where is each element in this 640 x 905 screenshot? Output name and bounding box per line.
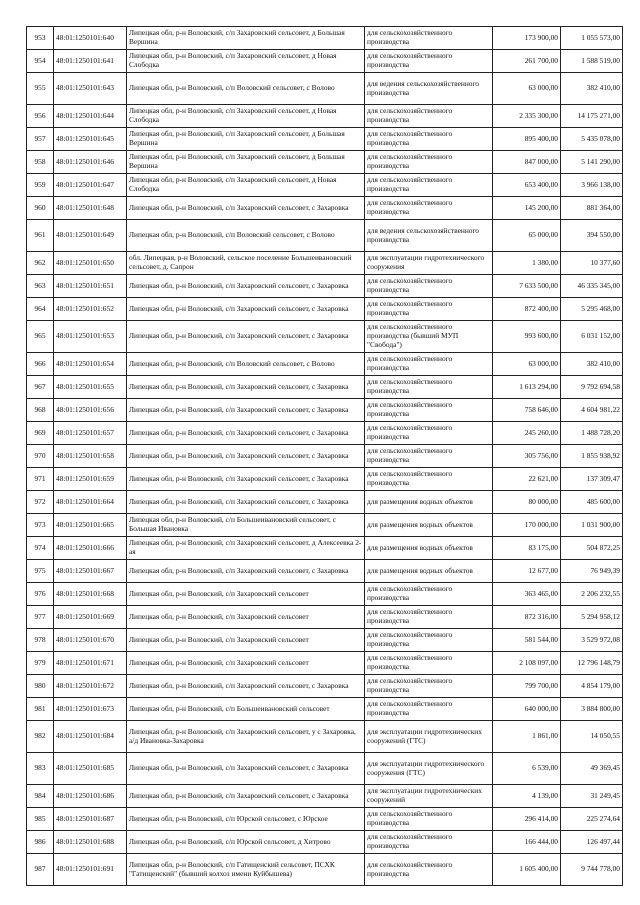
area-cell: 145 200,00 xyxy=(493,197,561,220)
permitted-use-cell: для ведения сельскохозяйственного производства xyxy=(365,73,493,105)
permitted-use-cell: для сельскохозяйственного производства xyxy=(365,298,493,321)
permitted-use-cell: для сельскохозяйственного производства xyxy=(365,652,493,675)
table-row xyxy=(27,514,623,537)
area-cell: 653 400,00 xyxy=(493,174,561,197)
cadastral-value-cell: 2 206 232,55 xyxy=(561,583,623,606)
address-cell: Липецкая обл, р-н Воловский, с/п Захаровский сельсовет, с Захаровка xyxy=(127,468,365,491)
table-row xyxy=(27,174,623,197)
area-cell: 2 335 300,00 xyxy=(493,105,561,128)
cadastral-number-cell: 48:01:1250101:644 xyxy=(54,105,127,128)
row-number-cell: 982 xyxy=(27,721,54,753)
cadastral-value-cell: 12 796 148,79 xyxy=(561,652,623,675)
permitted-use-cell: для сельскохозяйственного производства xyxy=(365,675,493,698)
area-cell: 872 400,00 xyxy=(493,298,561,321)
row-number-cell: 977 xyxy=(27,606,54,629)
address-cell: Липецкая обл, р-н Воловский, с/п Большеивановский сельсовет, с Большая Ивановка xyxy=(127,514,365,537)
area-cell: 83 175,00 xyxy=(493,537,561,560)
cadastral-number-cell: 48:01:1250101:691 xyxy=(54,854,127,886)
row-number-cell: 969 xyxy=(27,422,54,445)
document-page xyxy=(26,26,622,886)
cadastral-number-cell: 48:01:1250101:652 xyxy=(54,298,127,321)
address-cell: Липецкая обл, р-н Воловский, с/п Юрской сельсовет, д Хитрово xyxy=(127,831,365,854)
row-number-cell: 973 xyxy=(27,514,54,537)
cadastral-value-cell: 14 175 271,00 xyxy=(561,105,623,128)
cadastral-value-cell: 1 588 519,00 xyxy=(561,50,623,73)
cadastral-number-cell: 48:01:1250101:646 xyxy=(54,151,127,174)
address-cell: Липецкая обл, р-н Воловский, с/п Захаровский сельсовет, д Новая Слободка xyxy=(127,174,365,197)
address-cell: Липецкая обл, р-н Воловский, с/п Захаровский сельсовет, с Захаровка xyxy=(127,376,365,399)
cadastral-number-cell: 48:01:1250101:648 xyxy=(54,197,127,220)
row-number-cell: 979 xyxy=(27,652,54,675)
permitted-use-cell: для эксплуатации гидротехнических сооружений xyxy=(365,785,493,808)
area-cell: 173 900,00 xyxy=(493,27,561,50)
land-plots-table xyxy=(26,26,623,886)
cadastral-value-cell: 137 309,47 xyxy=(561,468,623,491)
row-number-cell: 980 xyxy=(27,675,54,698)
area-cell: 6 539,00 xyxy=(493,753,561,785)
permitted-use-cell: для сельскохозяйственного производства xyxy=(365,128,493,151)
cadastral-value-cell: 5 141 290,00 xyxy=(561,151,623,174)
cadastral-value-cell: 3 966 138,00 xyxy=(561,174,623,197)
cadastral-number-cell: 48:01:1250101:668 xyxy=(54,583,127,606)
table-row xyxy=(27,220,623,252)
cadastral-number-cell: 48:01:1250101:667 xyxy=(54,560,127,583)
area-cell: 80 000,00 xyxy=(493,491,561,514)
address-cell: Липецкая обл, р-н Воловский, с/п Захаровский сельсовет, с Захаровка xyxy=(127,560,365,583)
address-cell: Липецкая обл, р-н Воловский, с/п Захаровский сельсовет xyxy=(127,629,365,652)
row-number-cell: 971 xyxy=(27,468,54,491)
cadastral-number-cell: 48:01:1250101:659 xyxy=(54,468,127,491)
cadastral-number-cell: 48:01:1250101:643 xyxy=(54,73,127,105)
table-row xyxy=(27,629,623,652)
permitted-use-cell: для сельскохозяйственного производства xyxy=(365,151,493,174)
cadastral-value-cell: 5 294 958,12 xyxy=(561,606,623,629)
permitted-use-cell: для сельскохозяйственного производства xyxy=(365,197,493,220)
cadastral-value-cell: 1 855 938,92 xyxy=(561,445,623,468)
row-number-cell: 970 xyxy=(27,445,54,468)
table-row xyxy=(27,50,623,73)
row-number-cell: 983 xyxy=(27,753,54,785)
cadastral-number-cell: 48:01:1250101:654 xyxy=(54,353,127,376)
cadastral-value-cell: 225 274,64 xyxy=(561,808,623,831)
cadastral-number-cell: 48:01:1250101:650 xyxy=(54,252,127,275)
cadastral-value-cell: 382 410,00 xyxy=(561,73,623,105)
table-row xyxy=(27,275,623,298)
row-number-cell: 978 xyxy=(27,629,54,652)
permitted-use-cell: для сельскохозяйственного производства xyxy=(365,105,493,128)
cadastral-value-cell: 4 854 179,00 xyxy=(561,675,623,698)
table-row xyxy=(27,298,623,321)
permitted-use-cell: для ведения сельскохозяйственного производства xyxy=(365,220,493,252)
cadastral-number-cell: 48:01:1250101:657 xyxy=(54,422,127,445)
cadastral-number-cell: 48:01:1250101:656 xyxy=(54,399,127,422)
table-row xyxy=(27,785,623,808)
table-row xyxy=(27,252,623,275)
address-cell: Липецкая обл, р-н Воловский, с/п Гатищенский сельсовет, ПСХК "Гатищенский" (бывший колхоз имени Куйбышева) xyxy=(127,854,365,886)
address-cell: Липецкая обл, р-н Воловский, с/п Захаровский сельсовет, с Захаровка xyxy=(127,422,365,445)
cadastral-number-cell: 48:01:1250101:664 xyxy=(54,491,127,514)
permitted-use-cell: для сельскохозяйственного производства xyxy=(365,698,493,721)
address-cell: Липецкая обл, р-н Воловский, с/п Захаровский сельсовет, д Новая Слободка xyxy=(127,50,365,73)
cadastral-value-cell: 1 055 573,00 xyxy=(561,27,623,50)
permitted-use-cell: для размещения водных объектов xyxy=(365,537,493,560)
address-cell: Липецкая обл, р-н Воловский, с/п Юрской сельсовет, с Юрское xyxy=(127,808,365,831)
row-number-cell: 955 xyxy=(27,73,54,105)
address-cell: Липецкая обл, р-н Воловский, с/п Захаровский сельсовет, д Алексеевка 2-ая xyxy=(127,537,365,560)
table-row xyxy=(27,652,623,675)
address-cell: Липецкая обл, р-н Воловский, с/п Захаровский сельсовет xyxy=(127,606,365,629)
permitted-use-cell: для сельскохозяйственного производства xyxy=(365,353,493,376)
permitted-use-cell: для эксплуатации гидротехнического сооружения xyxy=(365,252,493,275)
area-cell: 1 605 400,00 xyxy=(493,854,561,886)
address-cell: Липецкая обл, р-н Воловский, с/п Захаровский сельсовет, д Большая Вершина xyxy=(127,151,365,174)
area-cell: 847 000,00 xyxy=(493,151,561,174)
row-number-cell: 966 xyxy=(27,353,54,376)
table-row xyxy=(27,128,623,151)
area-cell: 363 465,00 xyxy=(493,583,561,606)
table-row xyxy=(27,698,623,721)
cadastral-value-cell: 1 488 728,20 xyxy=(561,422,623,445)
cadastral-number-cell: 48:01:1250101:645 xyxy=(54,128,127,151)
table-row xyxy=(27,73,623,105)
cadastral-value-cell: 3 529 972,08 xyxy=(561,629,623,652)
cadastral-number-cell: 48:01:1250101:641 xyxy=(54,50,127,73)
cadastral-value-cell: 31 249,45 xyxy=(561,785,623,808)
row-number-cell: 974 xyxy=(27,537,54,560)
cadastral-number-cell: 48:01:1250101:669 xyxy=(54,606,127,629)
row-number-cell: 968 xyxy=(27,399,54,422)
permitted-use-cell: для сельскохозяйственного производства xyxy=(365,50,493,73)
area-cell: 581 544,00 xyxy=(493,629,561,652)
table-row xyxy=(27,197,623,220)
address-cell: Липецкая обл, р-н Воловский, с/п Захаровский сельсовет, с Захаровка xyxy=(127,298,365,321)
cadastral-number-cell: 48:01:1250101:653 xyxy=(54,321,127,353)
area-cell: 170 000,00 xyxy=(493,514,561,537)
area-cell: 63 000,00 xyxy=(493,73,561,105)
row-number-cell: 976 xyxy=(27,583,54,606)
cadastral-number-cell: 48:01:1250101:640 xyxy=(54,27,127,50)
row-number-cell: 987 xyxy=(27,854,54,886)
table-row xyxy=(27,353,623,376)
table-row xyxy=(27,721,623,753)
table-row xyxy=(27,854,623,886)
area-cell: 166 444,00 xyxy=(493,831,561,854)
area-cell: 12 677,00 xyxy=(493,560,561,583)
permitted-use-cell: для сельскохозяйственного производства xyxy=(365,174,493,197)
cadastral-value-cell: 4 604 981,22 xyxy=(561,399,623,422)
permitted-use-cell: для сельскохозяйственного производства xyxy=(365,606,493,629)
address-cell: Липецкая обл, р-н Воловский, с/п Захаровский сельсовет, с Захаровка xyxy=(127,675,365,698)
cadastral-value-cell: 881 364,00 xyxy=(561,197,623,220)
cadastral-value-cell: 76 949,39 xyxy=(561,560,623,583)
permitted-use-cell: для размещения водных объектов xyxy=(365,514,493,537)
cadastral-number-cell: 48:01:1250101:672 xyxy=(54,675,127,698)
permitted-use-cell: для сельскохозяйственного производства xyxy=(365,399,493,422)
cadastral-number-cell: 48:01:1250101:671 xyxy=(54,652,127,675)
row-number-cell: 953 xyxy=(27,27,54,50)
area-cell: 63 000,00 xyxy=(493,353,561,376)
address-cell: Липецкая обл, р-н Воловский, с/п Захаровский сельсовет, с Захаровка xyxy=(127,399,365,422)
permitted-use-cell: для эксплуатации гидротехнических сооружений (ГТС) xyxy=(365,721,493,753)
cadastral-number-cell: 48:01:1250101:655 xyxy=(54,376,127,399)
table-row xyxy=(27,399,623,422)
cadastral-value-cell: 3 884 800,00 xyxy=(561,698,623,721)
cadastral-value-cell: 46 335 345,00 xyxy=(561,275,623,298)
area-cell: 65 000,00 xyxy=(493,220,561,252)
area-cell: 640 000,00 xyxy=(493,698,561,721)
row-number-cell: 985 xyxy=(27,808,54,831)
area-cell: 305 756,00 xyxy=(493,445,561,468)
cadastral-value-cell: 382 410,00 xyxy=(561,353,623,376)
permitted-use-cell: для размещения водных объектов xyxy=(365,491,493,514)
cadastral-value-cell: 485 600,00 xyxy=(561,491,623,514)
cadastral-number-cell: 48:01:1250101:686 xyxy=(54,785,127,808)
table-row xyxy=(27,151,623,174)
row-number-cell: 959 xyxy=(27,174,54,197)
permitted-use-cell: для сельскохозяйственного производства xyxy=(365,27,493,50)
row-number-cell: 967 xyxy=(27,376,54,399)
cadastral-number-cell: 48:01:1250101:685 xyxy=(54,753,127,785)
table-row xyxy=(27,583,623,606)
permitted-use-cell: для сельскохозяйственного производства (бывший МУП "Свобода") xyxy=(365,321,493,353)
row-number-cell: 975 xyxy=(27,560,54,583)
area-cell: 1 380,00 xyxy=(493,252,561,275)
address-cell: обл. Липецкая, р-н Воловский, сельское поселение Большеивановский сельсовет, д. Сапрон xyxy=(127,252,365,275)
permitted-use-cell: для сельскохозяйственного производства xyxy=(365,629,493,652)
row-number-cell: 972 xyxy=(27,491,54,514)
row-number-cell: 954 xyxy=(27,50,54,73)
table-row xyxy=(27,675,623,698)
address-cell: Липецкая обл, р-н Воловский, с/п Захаровский сельсовет, у с Захаровка, а/д Ивановка-Захаровка xyxy=(127,721,365,753)
cadastral-value-cell: 14 050,55 xyxy=(561,721,623,753)
area-cell: 1 861,00 xyxy=(493,721,561,753)
permitted-use-cell: для сельскохозяйственного производства xyxy=(365,583,493,606)
address-cell: Липецкая обл, р-н Воловский, с/п Воловский сельсовет, с Волово xyxy=(127,220,365,252)
area-cell: 2 108 097,00 xyxy=(493,652,561,675)
table-row xyxy=(27,491,623,514)
cadastral-value-cell: 9 792 694,58 xyxy=(561,376,623,399)
cadastral-value-cell: 5 295 468,00 xyxy=(561,298,623,321)
table-row xyxy=(27,321,623,353)
address-cell: Липецкая обл, р-н Воловский, с/п Захаровский сельсовет, с Захаровка xyxy=(127,197,365,220)
table-row xyxy=(27,808,623,831)
cadastral-value-cell: 504 872,25 xyxy=(561,537,623,560)
table-row xyxy=(27,105,623,128)
cadastral-number-cell: 48:01:1250101:688 xyxy=(54,831,127,854)
row-number-cell: 964 xyxy=(27,298,54,321)
table-row xyxy=(27,537,623,560)
cadastral-value-cell: 126 497,44 xyxy=(561,831,623,854)
address-cell: Липецкая обл, р-н Воловский, с/п Большеивановский сельсовет xyxy=(127,698,365,721)
address-cell: Липецкая обл, р-н Воловский, с/п Захаровский сельсовет, д Большая Вершина xyxy=(127,27,365,50)
area-cell: 1 613 294,00 xyxy=(493,376,561,399)
address-cell: Липецкая обл, р-н Воловский, с/п Воловский сельсовет, с Волово xyxy=(127,73,365,105)
row-number-cell: 986 xyxy=(27,831,54,854)
permitted-use-cell: для сельскохозяйственного производства xyxy=(365,854,493,886)
address-cell: Липецкая обл, р-н Воловский, с/п Захаровский сельсовет xyxy=(127,652,365,675)
table-row xyxy=(27,753,623,785)
permitted-use-cell: для размещения водных объектов xyxy=(365,560,493,583)
address-cell: Липецкая обл, р-н Воловский, с/п Захаровский сельсовет, с Захаровка xyxy=(127,753,365,785)
row-number-cell: 981 xyxy=(27,698,54,721)
row-number-cell: 958 xyxy=(27,151,54,174)
area-cell: 895 400,00 xyxy=(493,128,561,151)
area-cell: 7 633 500,00 xyxy=(493,275,561,298)
cadastral-number-cell: 48:01:1250101:651 xyxy=(54,275,127,298)
cadastral-value-cell: 10 377,60 xyxy=(561,252,623,275)
table-row xyxy=(27,468,623,491)
cadastral-value-cell: 394 550,00 xyxy=(561,220,623,252)
table-row xyxy=(27,376,623,399)
address-cell: Липецкая обл, р-н Воловский, с/п Захаровский сельсовет, с Захаровка xyxy=(127,491,365,514)
permitted-use-cell: для сельскохозяйственного производства xyxy=(365,831,493,854)
cadastral-number-cell: 48:01:1250101:649 xyxy=(54,220,127,252)
cadastral-number-cell: 48:01:1250101:647 xyxy=(54,174,127,197)
permitted-use-cell: для сельскохозяйственного производства xyxy=(365,445,493,468)
cadastral-number-cell: 48:01:1250101:684 xyxy=(54,721,127,753)
table-row xyxy=(27,560,623,583)
area-cell: 245 260,00 xyxy=(493,422,561,445)
area-cell: 4 139,00 xyxy=(493,785,561,808)
address-cell: Липецкая обл, р-н Воловский, с/п Захаровский сельсовет xyxy=(127,583,365,606)
address-cell: Липецкая обл, р-н Воловский, с/п Воловский сельсовет, с Волово xyxy=(127,353,365,376)
area-cell: 261 700,00 xyxy=(493,50,561,73)
area-cell: 872 316,00 xyxy=(493,606,561,629)
area-cell: 296 414,00 xyxy=(493,808,561,831)
table-row xyxy=(27,831,623,854)
area-cell: 799 700,00 xyxy=(493,675,561,698)
cadastral-number-cell: 48:01:1250101:670 xyxy=(54,629,127,652)
row-number-cell: 984 xyxy=(27,785,54,808)
area-cell: 993 600,00 xyxy=(493,321,561,353)
area-cell: 758 646,00 xyxy=(493,399,561,422)
permitted-use-cell: для сельскохозяйственного производства xyxy=(365,275,493,298)
cadastral-number-cell: 48:01:1250101:658 xyxy=(54,445,127,468)
table-row xyxy=(27,27,623,50)
address-cell: Липецкая обл, р-н Воловский, с/п Захаровский сельсовет, с Захаровка xyxy=(127,785,365,808)
cadastral-value-cell: 5 435 078,00 xyxy=(561,128,623,151)
row-number-cell: 965 xyxy=(27,321,54,353)
cadastral-number-cell: 48:01:1250101:665 xyxy=(54,514,127,537)
table-body xyxy=(27,27,623,886)
table-row xyxy=(27,606,623,629)
permitted-use-cell: для сельскохозяйственного производства xyxy=(365,376,493,399)
permitted-use-cell: для сельскохозяйственного производства xyxy=(365,468,493,491)
cadastral-number-cell: 48:01:1250101:687 xyxy=(54,808,127,831)
address-cell: Липецкая обл, р-н Воловский, с/п Захаровский сельсовет, д Большая Вершина xyxy=(127,128,365,151)
row-number-cell: 963 xyxy=(27,275,54,298)
row-number-cell: 956 xyxy=(27,105,54,128)
permitted-use-cell: для сельскохозяйственного производства xyxy=(365,808,493,831)
address-cell: Липецкая обл, р-н Воловский, с/п Захаровский сельсовет, д Новая Слободка xyxy=(127,105,365,128)
cadastral-value-cell: 9 744 778,00 xyxy=(561,854,623,886)
cadastral-value-cell: 49 369,45 xyxy=(561,753,623,785)
table-row xyxy=(27,445,623,468)
address-cell: Липецкая обл, р-н Воловский, с/п Захаровский сельсовет, с Захаровка xyxy=(127,445,365,468)
cadastral-number-cell: 48:01:1250101:673 xyxy=(54,698,127,721)
row-number-cell: 961 xyxy=(27,220,54,252)
permitted-use-cell: для сельскохозяйственного производства xyxy=(365,422,493,445)
row-number-cell: 962 xyxy=(27,252,54,275)
area-cell: 22 621,00 xyxy=(493,468,561,491)
table-row xyxy=(27,422,623,445)
permitted-use-cell: для эксплуатации гидротехнического сооружения (ГТС) xyxy=(365,753,493,785)
address-cell: Липецкая обл, р-н Воловский, с/п Захаровский сельсовет, с Захаровка xyxy=(127,275,365,298)
row-number-cell: 960 xyxy=(27,197,54,220)
cadastral-value-cell: 1 031 900,00 xyxy=(561,514,623,537)
cadastral-value-cell: 6 031 152,00 xyxy=(561,321,623,353)
cadastral-number-cell: 48:01:1250101:666 xyxy=(54,537,127,560)
address-cell: Липецкая обл, р-н Воловский, с/п Захаровский сельсовет, с Захаровка xyxy=(127,321,365,353)
row-number-cell: 957 xyxy=(27,128,54,151)
